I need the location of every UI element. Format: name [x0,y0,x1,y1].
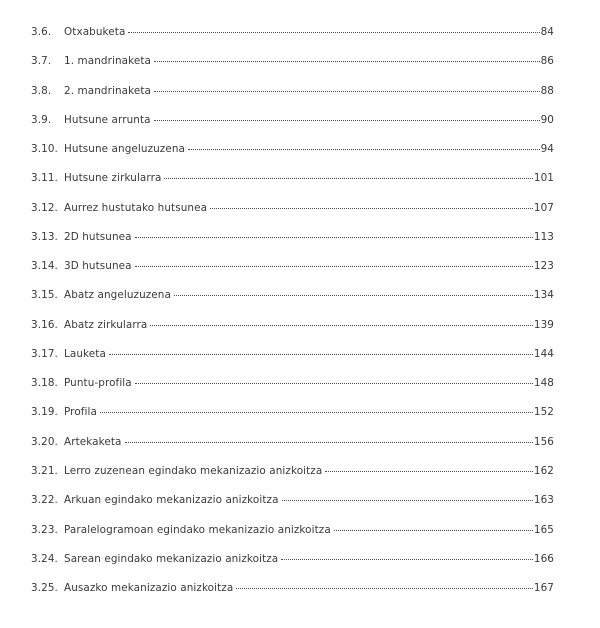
toc-entry-title[interactable]: Arkuan egindako mekanizazio anizkoitza [64,494,279,507]
toc-entry-page[interactable]: 167 [533,582,554,595]
dot-leader [100,402,533,413]
toc-entry[interactable] [31,463,554,492]
toc-entry-number: 3.17. [31,347,58,360]
toc-entry-title[interactable]: Paralelogramoan egindako mekanizazio anizkoitza [64,523,331,536]
dot-leader [125,432,533,443]
toc-entry[interactable] [31,317,554,346]
toc-entry-number: 3.12. [31,201,58,214]
toc-entry-page[interactable]: 113 [533,230,554,243]
toc-entry-title[interactable]: Otxabuketa [64,26,126,38]
toc-entry-title[interactable]: Lerro zuzenean egindako mekanizazio anizkoitza [64,464,323,477]
toc-entry-number: 3.24. [31,552,58,565]
dot-leader [210,198,533,209]
dot-leader [282,490,533,501]
toc-entry-number: 3.7. [31,55,52,68]
toc-entry-page[interactable]: 152 [533,406,554,419]
table-of-contents [31,24,554,609]
toc-entry-title[interactable]: 2D hutsunea [64,230,132,243]
dot-leader [154,110,540,121]
dot-leader [135,256,533,267]
dot-leader [135,227,533,238]
toc-entry[interactable] [31,346,554,375]
toc-entry-page[interactable]: 90 [540,113,554,126]
toc-entry-page[interactable]: 107 [533,201,554,214]
toc-entry-title[interactable]: 1. mandrinaketa [64,55,151,68]
toc-entry-title[interactable]: Artekaketa [64,435,122,448]
toc-entry-number: 3.23. [31,523,58,536]
toc-entry-page[interactable]: 84 [540,26,554,38]
toc-entry[interactable] [31,258,554,287]
toc-entry[interactable] [31,141,554,170]
toc-entry-title[interactable]: Hutsune zirkularra [64,172,162,185]
toc-entry-number: 3.22. [31,494,58,507]
toc-entry-title[interactable]: Lauketa [64,347,106,360]
toc-entry-number: 3.19. [31,406,58,419]
toc-entry-number: 3.21. [31,464,58,477]
toc-entry[interactable] [31,287,554,316]
dot-leader [164,168,532,179]
toc-entry[interactable] [31,170,554,199]
toc-entry-number: 3.11. [31,172,58,185]
toc-entry[interactable] [31,83,554,112]
toc-entry-number: 3.13. [31,230,58,243]
toc-entry-number: 3.15. [31,289,58,302]
toc-entry-title[interactable]: 3D hutsunea [64,260,132,273]
toc-entry-number: 3.25. [31,582,58,595]
dot-leader [188,139,540,150]
dot-leader [281,549,533,560]
toc-entry-number: 3.16. [31,318,58,331]
dot-leader [334,520,533,531]
toc-entry[interactable] [31,53,554,82]
toc-entry[interactable] [31,200,554,229]
toc-entry-title[interactable]: Puntu-profila [64,377,132,390]
toc-entry[interactable] [31,522,554,551]
toc-entry-number: 3.14. [31,260,58,273]
toc-entry-number: 3.20. [31,435,58,448]
toc-entry[interactable] [31,112,554,141]
toc-entry-number: 3.9. [31,113,52,126]
toc-entry-page[interactable]: 144 [533,347,554,360]
dot-leader [109,344,533,355]
dot-leader [150,315,532,326]
toc-entry[interactable] [31,580,554,609]
toc-entry-page[interactable]: 162 [533,464,554,477]
toc-entry[interactable] [31,492,554,521]
toc-entry-page[interactable]: 94 [540,143,554,156]
toc-entry-page[interactable]: 101 [533,172,554,185]
toc-entry-title[interactable]: 2. mandrinaketa [64,84,151,97]
toc-entry[interactable] [31,375,554,404]
toc-entry[interactable] [31,404,554,433]
toc-entry-number: 3.10. [31,143,58,156]
toc-entry-page[interactable]: 148 [533,377,554,390]
toc-entry-title[interactable]: Ausazko mekanizazio anizkoitza [64,582,234,595]
dot-leader [154,51,540,62]
dot-leader [135,373,533,384]
toc-entry-page[interactable]: 123 [533,260,554,273]
dot-leader [174,285,533,296]
toc-entry-page[interactable]: 134 [533,289,554,302]
toc-entry[interactable] [31,24,554,53]
toc-entry[interactable] [31,229,554,258]
dot-leader [154,81,540,92]
toc-entry-title[interactable]: Abatz angeluzuzena [64,289,171,302]
toc-entry-page[interactable]: 166 [533,552,554,565]
toc-entry-title[interactable]: Aurrez hustutako hutsunea [64,201,208,214]
dot-leader [236,578,533,589]
toc-entry-title[interactable]: Sarean egindako mekanizazio anizkoitza [64,552,279,565]
toc-entry-page[interactable]: 163 [533,494,554,507]
toc-entry-page[interactable]: 165 [533,523,554,536]
dot-leader [128,22,539,33]
toc-entry-number: 3.6. [31,26,52,38]
toc-entry-page[interactable]: 139 [533,318,554,331]
toc-entry[interactable] [31,434,554,463]
toc-entry-title[interactable]: Hutsune arrunta [64,113,151,126]
toc-entry-number: 3.18. [31,377,58,390]
toc-entry-page[interactable]: 88 [540,84,554,97]
toc-entry-number: 3.8. [31,84,52,97]
toc-entry-page[interactable]: 86 [540,55,554,68]
toc-entry-title[interactable]: Hutsune angeluzuzena [64,143,186,156]
toc-entry-page[interactable]: 156 [533,435,554,448]
dot-leader [325,461,533,472]
toc-entry-title[interactable]: Profila [64,406,97,419]
toc-entry-title[interactable]: Abatz zirkularra [64,318,148,331]
toc-entry[interactable] [31,551,554,580]
